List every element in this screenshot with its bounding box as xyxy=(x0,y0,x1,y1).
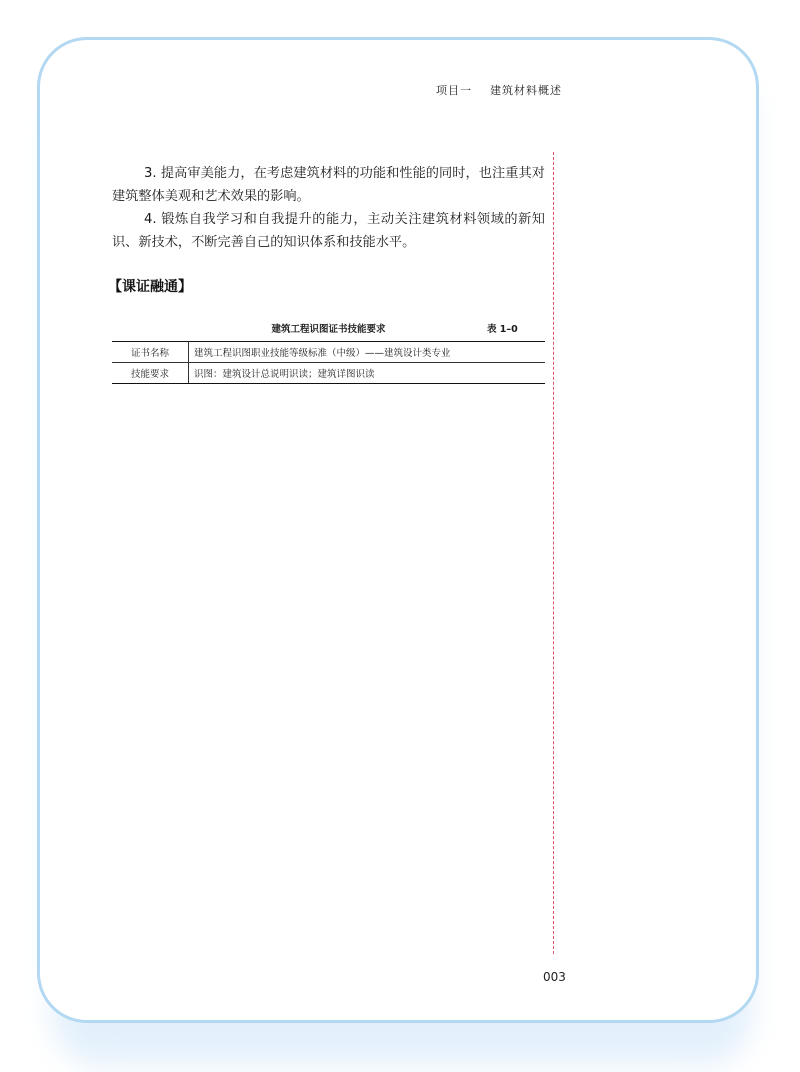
table-number: 表 1–0 xyxy=(487,324,518,335)
skills-table xyxy=(112,341,545,384)
section-heading: 【课证融通】 xyxy=(108,279,192,295)
table-caption xyxy=(112,321,545,337)
row-value: 识图：建筑设计总说明识读；建筑详图识读 xyxy=(189,363,546,384)
row-value: 建筑工程识图职业技能等级标准（中级）——建筑设计类专业 xyxy=(189,342,546,363)
margin-guide-line xyxy=(553,152,554,954)
page-number: 003 xyxy=(543,970,566,984)
row-label: 证书名称 xyxy=(112,342,189,363)
table-title: 建筑工程识图证书技能要求 xyxy=(271,324,386,335)
row-label: 技能要求 xyxy=(112,363,189,384)
running-header: 项目一 建筑材料概述 xyxy=(436,84,562,97)
paragraph-3: 3. 提高审美能力，在考虑建筑材料的功能和性能的同时，也注重其对建筑整体美观和艺术效果的影响。 xyxy=(112,166,545,204)
table-row xyxy=(112,363,545,384)
table-row xyxy=(112,342,545,363)
paragraph-4: 4. 锻炼自我学习和自我提升的能力，主动关注建筑材料领域的新知识、新技术，不断完善自己的知识体系和技能水平。 xyxy=(112,212,545,250)
